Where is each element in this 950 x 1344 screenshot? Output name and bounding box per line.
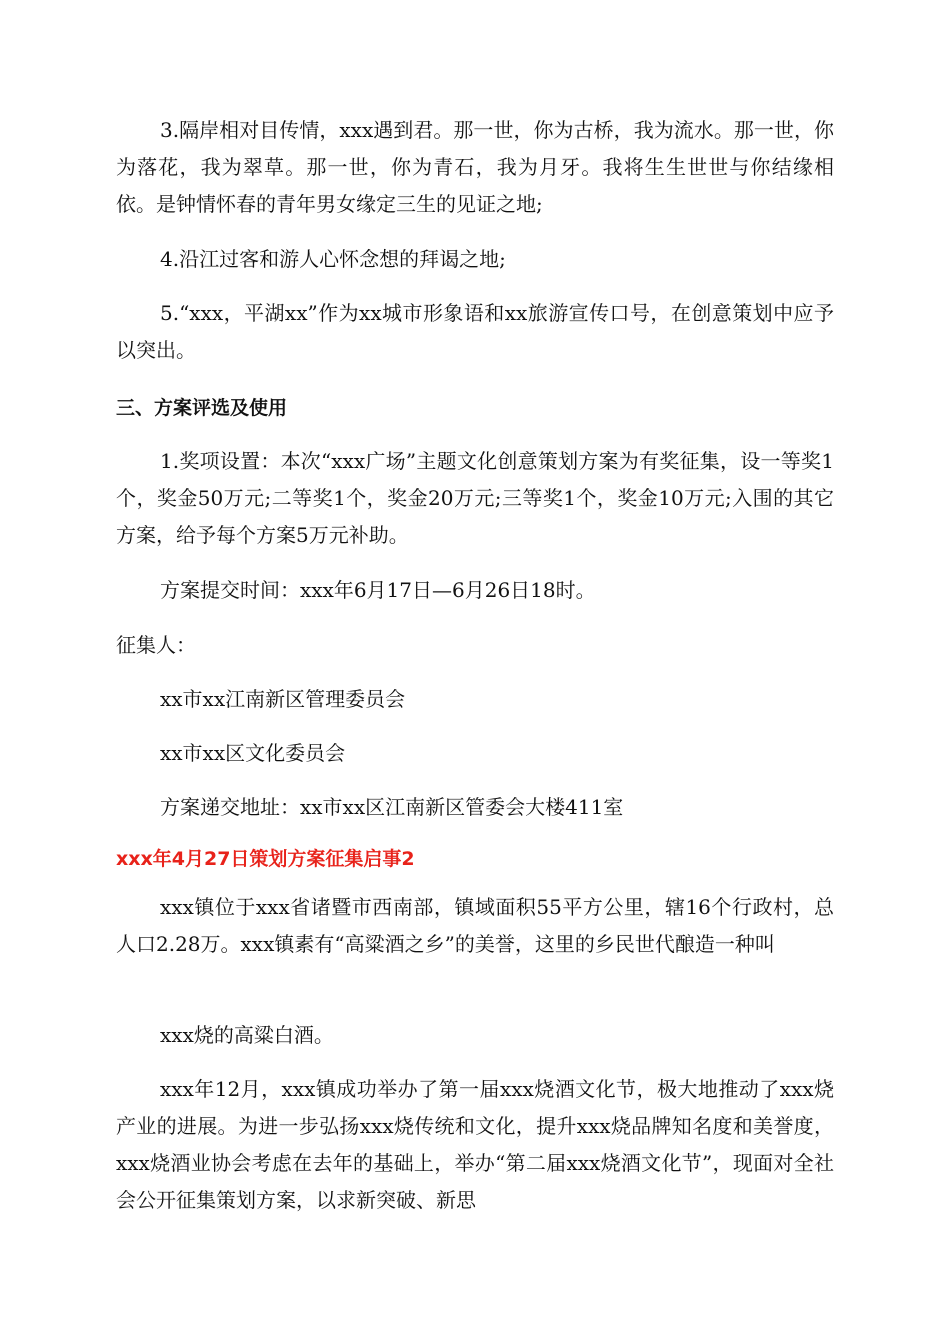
collector-1: xx市xx江南新区管理委员会 xyxy=(160,687,406,711)
submission-address: 方案递交地址：xx市xx区江南新区管委会大楼411室 xyxy=(160,795,624,819)
town-intro-paragraph: xxx镇位于xxx省诸暨市西南部，镇域面积55平方公里，辖16个行政村，总人口2.28万。xxx镇素有“高粱酒之乡”的美誉，这里的乡民世代酿造一种叫 xyxy=(116,895,834,956)
paragraph-item-4: 4.沿江过客和游人心怀念想的拜谒之地; xyxy=(160,247,506,271)
paragraph-item-3: 3.隔岸相对目传情，xxx遇到君。那一世，你为古桥，我为流水。那一世，你为落花，我为翠草。那一世，你为青石，我为月牙。我将生生世世与你结缘相依。是钟情怀春的青年男女缘定三生的见证之地; xyxy=(116,118,834,216)
festival-paragraph: xxx年12月，xxx镇成功举办了第一届xxx烧酒文化节，极大地推动了xxx烧产业的进展。为进一步弘扬xxx烧传统和文化，提升xxx烧品牌知名度和美誉度，xxx烧酒业协会考虑在去年的基础上，举办“第二届xxx烧酒文化节”，现面对全社会公开征集策划方案，以求新突破、新思 xyxy=(116,1077,834,1212)
submission-time: 方案提交时间：xxx年6月17日—6月26日18时。 xyxy=(160,578,596,602)
award-settings-paragraph: 1.奖项设置：本次“xxx广场”主题文化创意策划方案为有奖征集，设一等奖1个，奖金50万元;二等奖1个，奖金20万元;三等奖1个，奖金10万元;入围的其它方案，给予每个方案5万元补助。 xyxy=(116,449,834,547)
section-heading-evaluation: 三、方案评选及使用 xyxy=(116,397,288,419)
notice-2-title: xxx年4月27日策划方案征集启事2 xyxy=(116,848,415,870)
town-intro-continued: xxx烧的高粱白酒。 xyxy=(160,1023,334,1047)
collector-label: 征集人： xyxy=(116,633,196,657)
paragraph-item-5: 5.“xxx，平湖xx”作为xx城市形象语和xx旅游宣传口号，在创意策划中应予以突出。 xyxy=(116,301,834,362)
collector-2: xx市xx区文化委员会 xyxy=(160,741,346,765)
